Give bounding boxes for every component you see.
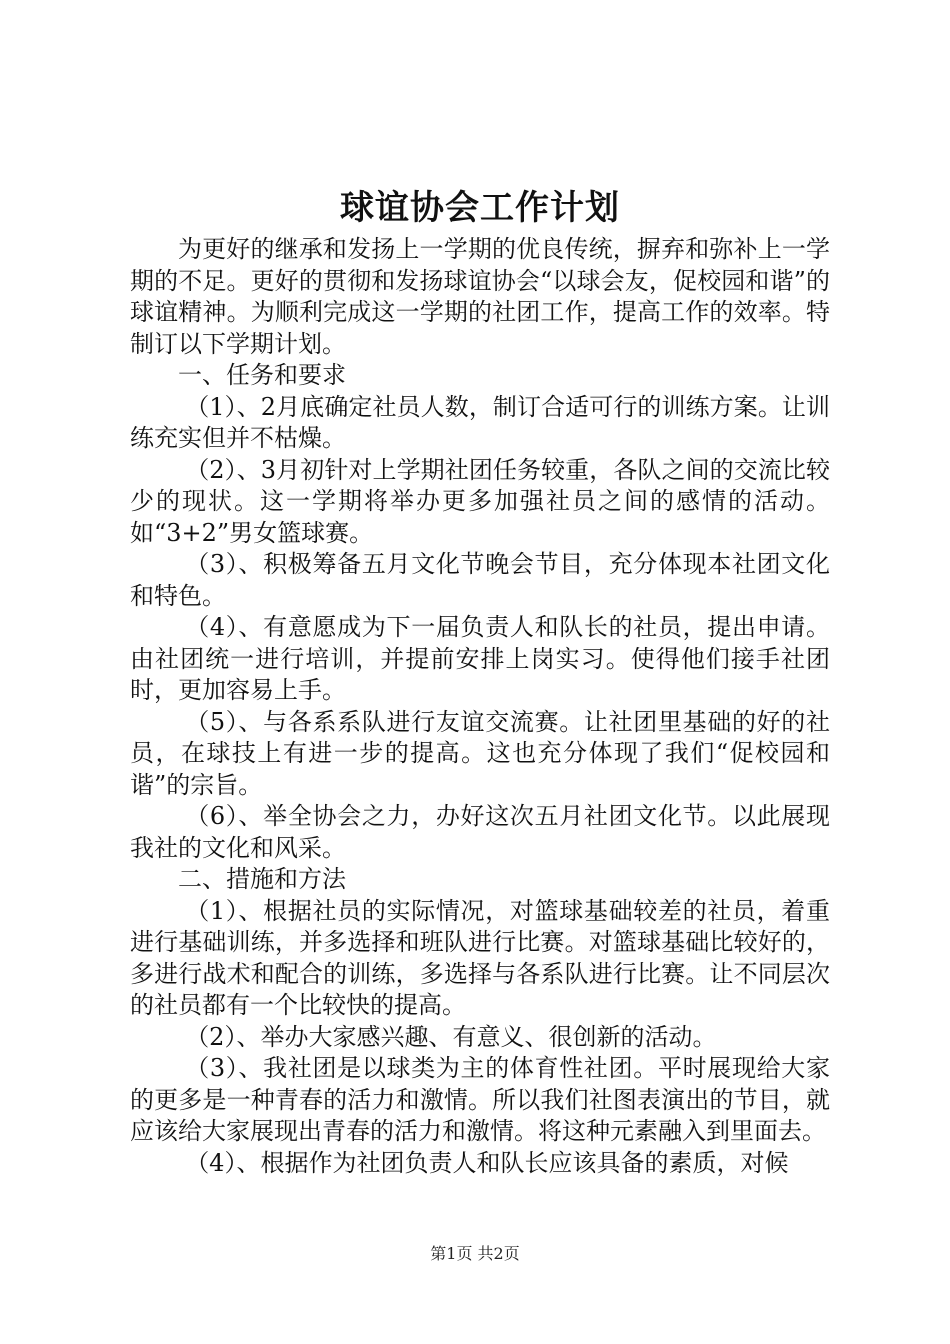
- page-footer: 第1页 共2页: [430, 1244, 520, 1263]
- measure-item-1: （1）、根据社员的实际情况，对篮球基础较差的社员，着重进行基础训练，并多选择和班队进行比赛。对篮球基础比较好的，多进行战术和配合的训练，多选择与各系队进行比赛。让不同层次的社员都有一个比较快的提高。: [130, 896, 830, 1019]
- measure-item-2: （2）、举办大家感兴趣、有意义、很创新的活动。: [185, 1022, 717, 1051]
- document-title: 球谊协会工作计划: [340, 188, 620, 228]
- task-item-2: （2）、3月初针对上学期社团任务较重，各队之间的交流比较少的现状。这一学期将举办更多加强社员之间的感情的活动。如“3+2”男女篮球赛。: [130, 455, 830, 547]
- task-item-6: （6）、举全协会之力，办好这次五月社团文化节。以此展现我社的文化和风采。: [130, 802, 830, 862]
- task-item-4: （4）、有意愿成为下一届负责人和队长的社员，提出申请。由社团统一进行培训，并提前安排上岗实习。使得他们接手社团时，更加容易上手。: [130, 613, 830, 704]
- task-item-5: （5）、与各系系队进行友谊交流赛。让社团里基础的好的社员，在球技上有进一步的提高。这也充分体现了我们“促校园和谐”的宗旨。: [130, 707, 830, 799]
- section-heading-measures: 二、措施和方法: [178, 865, 346, 893]
- task-item-1: （1）、2月底确定社员人数，制订合适可行的训练方案。让训练充实但并不枯燥。: [130, 392, 830, 452]
- measure-item-3: （3）、我社团是以球类为主的体育性社团。平时展现给大家的更多是一种青春的活力和激情。所以我们社图表演出的节目，就应该给大家展现出青春的活力和激情。将这种元素融入到里面去。: [130, 1054, 830, 1145]
- measure-item-4: （4）、根据作为社团负责人和队长应该具备的素质，对候: [185, 1148, 789, 1177]
- document-body: [130, 234, 830, 1179]
- task-item-3: （3）、积极筹备五月文化节晚会节目，充分体现本社团文化和特色。: [130, 550, 830, 610]
- section-heading-tasks: 一、任务和要求: [178, 361, 346, 389]
- intro-paragraph: 为更好的继承和发扬上一学期的优良传统，摒弃和弥补上一学期的不足。更好的贯彻和发扬球谊协会“以球会友，促校园和谐”的球谊精神。为顺利完成这一学期的社团工作，提高工作的效率。特制订以下学期计划。: [130, 235, 830, 358]
